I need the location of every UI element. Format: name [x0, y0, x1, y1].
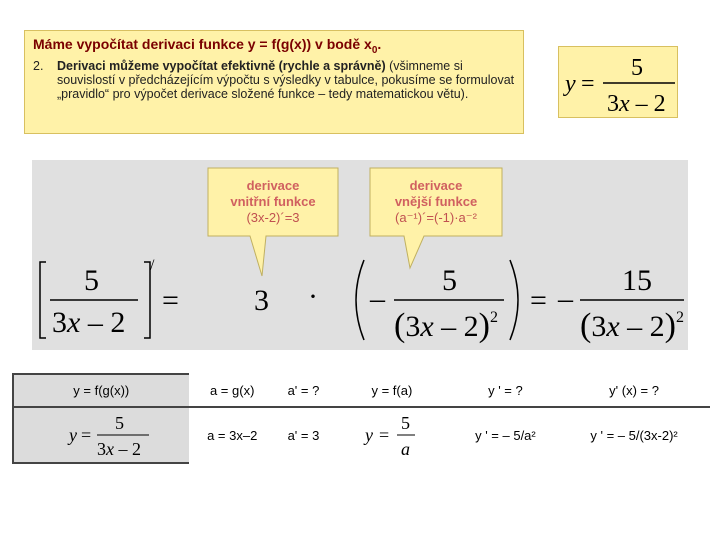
task-item: [33, 59, 515, 101]
table-header-cell: y = f(a): [331, 374, 453, 407]
table-header-cell: y = f(g(x)): [13, 374, 189, 407]
formula-y-5-over-a: [357, 409, 427, 459]
svg-text:3x – 2: 3x – 2: [607, 91, 666, 117]
inner-callout-expr: (3x-2)´=3: [246, 210, 300, 225]
table-cell-formula-a: [331, 407, 453, 463]
svg-text:5: 5: [400, 413, 410, 433]
table-cell-formula-full: [13, 407, 189, 463]
svg-text:3x – 2: 3x – 2: [97, 438, 142, 459]
svg-text:(3x – 2)2: (3x – 2)$^2$: [580, 307, 684, 344]
task-title: [33, 36, 515, 56]
outer-callout-expr: (a⁻¹)´=(-1)·a⁻²: [395, 210, 477, 225]
svg-text:=: =: [530, 284, 547, 317]
table-row: [13, 407, 710, 463]
task-item-number: 2.: [33, 58, 44, 73]
task-title-end: .: [377, 36, 382, 52]
task-item-rest: (všimneme si souvislostí v předcházejícím výpočtu s výsledky v tabulce, pokusíme se formulovat „pravidlo“ pro výpočet derivace složené funkce – tedy matematickou větu).: [57, 58, 515, 101]
table-cell: y ' = – 5/a²: [475, 428, 536, 443]
table-header-cell: y' (x) = ?: [558, 374, 710, 407]
table-header-row: [13, 374, 710, 407]
chain-rule-computation: [32, 160, 688, 350]
inner-callout-label1: derivace: [246, 178, 300, 193]
given-function-formula: [558, 46, 678, 118]
svg-text:=: =: [81, 424, 92, 445]
svg-text:15: 15: [622, 264, 652, 297]
svg-text:5: 5: [115, 412, 125, 433]
table-cell: y ' = – 5/(3x-2)²: [590, 428, 678, 443]
given-function-svg: [559, 47, 679, 119]
svg-text:y: y: [69, 424, 78, 445]
svg-text:a: a: [400, 439, 410, 459]
svg-text:5: 5: [84, 264, 99, 297]
task-box: [24, 30, 524, 134]
table-header-cell: y ' = ?: [453, 374, 558, 407]
svg-text:3x – 2: 3x – 2: [52, 306, 126, 339]
svg-text:=: =: [378, 425, 390, 445]
svg-text:y: y: [364, 425, 373, 445]
svg-text:3: 3: [254, 284, 269, 317]
computation-panel: [32, 160, 688, 350]
task-title-sub: 0: [371, 44, 378, 56]
table-cell: a' = 3: [287, 428, 320, 443]
svg-text:/: /: [150, 257, 155, 274]
task-title-text: Máme vypočítat derivaci funkce y = f(g(x)) v bodě x: [33, 36, 372, 52]
outer-callout-label1: derivace: [409, 178, 463, 193]
outer-callout-label2: vnější funkce: [394, 194, 478, 209]
svg-text:5: 5: [442, 264, 457, 297]
derivative-table: [12, 373, 710, 464]
table-cell: a = 3x–2: [207, 428, 258, 443]
table-header-cell: a' = ?: [276, 374, 331, 407]
formula-y-5-over-3x-2: [51, 409, 151, 459]
svg-text:=: =: [162, 284, 179, 317]
svg-text:·: ·: [308, 280, 318, 313]
svg-text:y: y: [565, 71, 576, 97]
svg-text:–: –: [370, 282, 385, 315]
svg-text:=: =: [581, 71, 595, 97]
svg-text:5: 5: [631, 55, 643, 81]
task-item-bold: Derivaci můžeme vypočítat efektivně (rychle a správně): [57, 58, 386, 73]
table-header-cell: a = g(x): [189, 374, 276, 407]
svg-text:(3x – 2)2: (3x – 2)$^2$: [394, 307, 498, 344]
svg-text:–: –: [558, 282, 573, 315]
inner-callout-label2: vnitřní funkce: [230, 194, 316, 209]
